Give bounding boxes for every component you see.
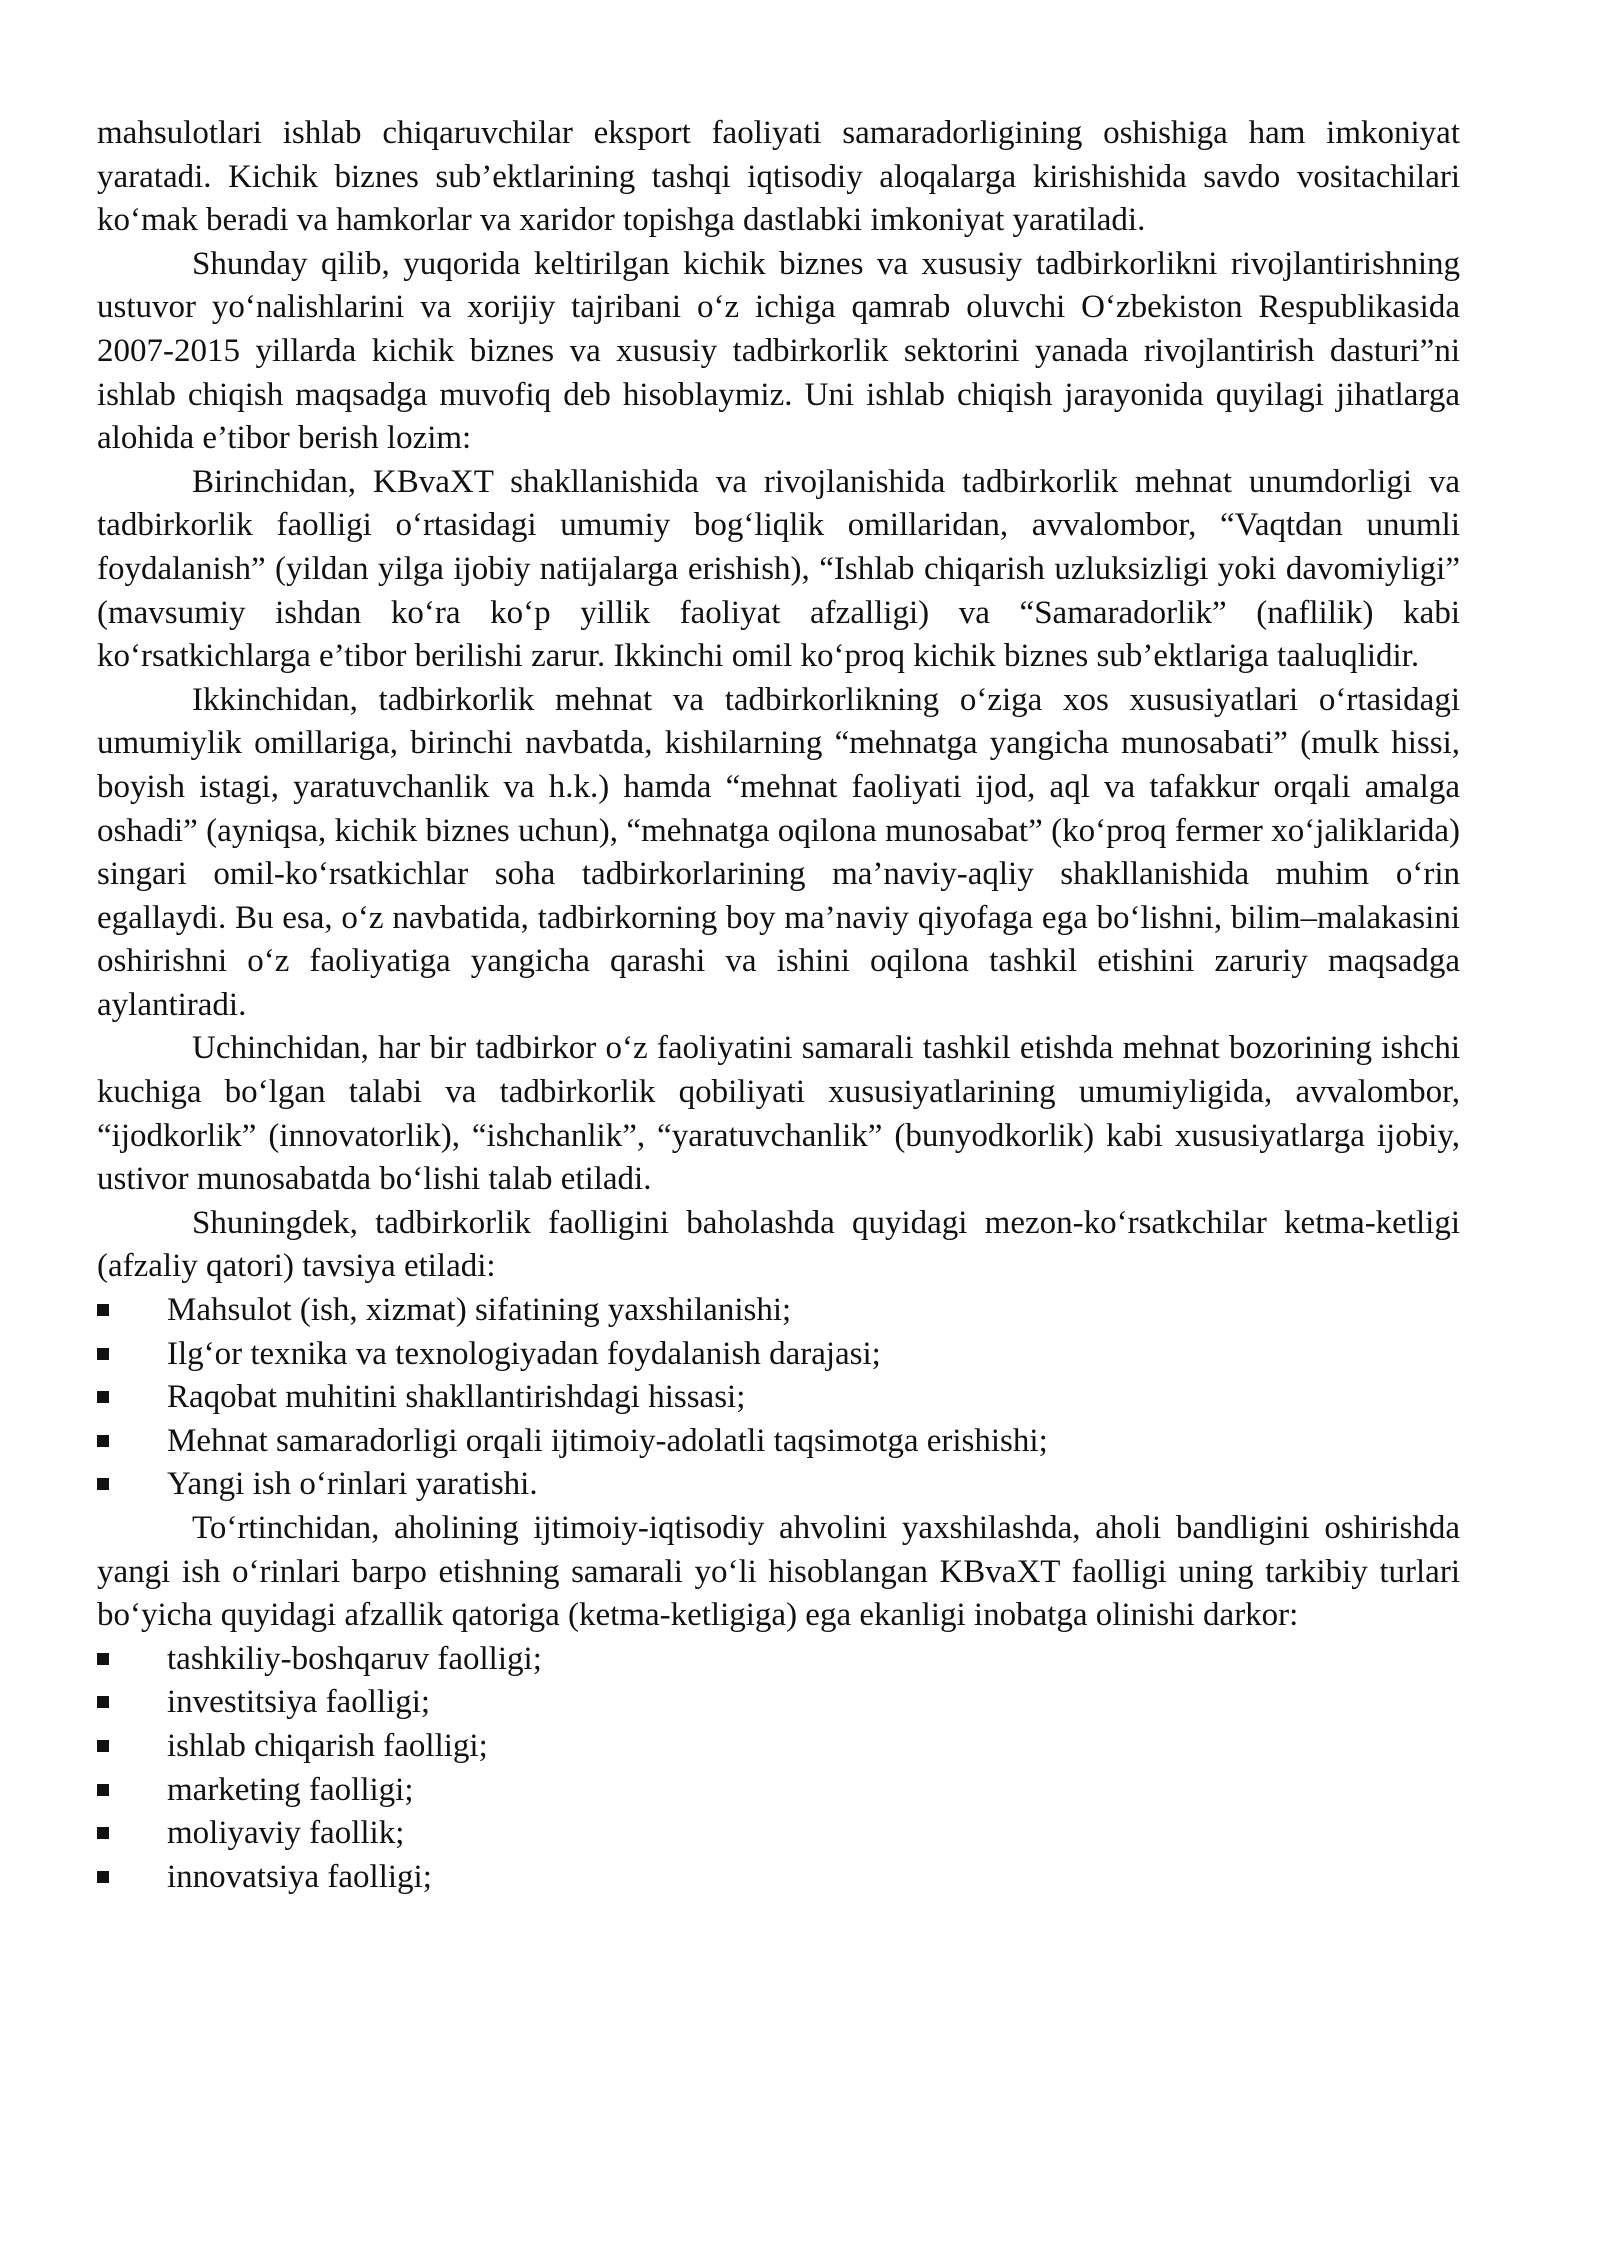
list-item <box>97 1638 1460 1682</box>
list-item-text: Mehnat samaradorligi orqali ijtimoiy-adolatli taqsimotga erishishi; <box>167 1422 1048 1459</box>
square-bullet-icon <box>97 1696 109 1708</box>
list-item-text: ishlab chiqarish faolligi; <box>167 1727 488 1764</box>
square-bullet-icon <box>97 1304 109 1316</box>
list-item-text: Mahsulot (ish, xizmat) sifatining yaxshilanishi; <box>167 1292 792 1329</box>
square-bullet-icon <box>97 1435 109 1447</box>
square-bullet-icon <box>97 1784 109 1796</box>
paragraph-intro: mahsulotlari ishlab chiqaruvchilar eksport faoliyati samaradorligining oshishiga ham imkoniyat yaratadi. Kichik biznes sub’ektlarining tashqi iqtisodiy aloqalarga kirishishida savdo vositachilari ko‘mak beradi va hamkorlar va xaridor topishga dastlabki imkoniyat yaratiladi. <box>97 115 1460 239</box>
square-bullet-icon <box>97 1871 109 1883</box>
document-page <box>97 112 1460 1899</box>
list-item <box>97 1856 1460 1900</box>
square-bullet-icon <box>97 1653 109 1665</box>
list-item <box>97 1681 1460 1725</box>
list-item-text: tashkiliy-boshqaruv faolligi; <box>167 1640 542 1677</box>
list-item-text: moliyaviy faollik; <box>167 1815 405 1852</box>
list-item <box>97 1420 1460 1464</box>
list-item <box>97 1725 1460 1769</box>
list-item-text: Raqobat muhitini shakllantirishdagi hissasi; <box>167 1379 746 1416</box>
list-item <box>97 1812 1460 1856</box>
list-item-text: Ilg‘or texnika va texnologiyadan foydalanish darajasi; <box>167 1335 881 1372</box>
list-item <box>97 1376 1460 1420</box>
list-item-text: innovatsiya faolligi; <box>167 1858 432 1895</box>
list-item <box>97 1769 1460 1813</box>
paragraph-shunday: Shunday qilib, yuqorida keltirilgan kichik biznes va xususiy tadbirkorlikni rivojlantirishning ustuvor yo‘nalishlarini va xorijiy tajribani o‘z ichiga qamrab oluvchi O‘zbekiston Respublikasida 2007-2015 yillarda kichik biznes va xususiy tadbirkorlik sektorini yanada rivojlantirish dasturi”ni ishlab chiqish maqsadga muvofiq deb hisoblaymiz. Uni ishlab chiqish jarayonida quyilagi jihatlarga alohida e’tibor berish lozim: <box>97 245 1460 457</box>
criteria-list <box>97 1289 1460 1507</box>
square-bullet-icon <box>97 1740 109 1752</box>
list-item <box>97 1333 1460 1377</box>
paragraph-shuningdek: Shuningdek, tadbirkorlik faolligini baholashda quyidagi mezon-ko‘rsatkchilar ketma-ketligi (afzaliy qatori) tavsiya etiladi: <box>97 1204 1460 1285</box>
paragraph-uchinchidan: Uchinchidan, har bir tadbirkor o‘z faoliyatini samarali tashkil etishda mehnat bozorining ishchi kuchiga bo‘lgan talabi va tadbirkorlik qobiliyati xususiyatlarining umumiyligida, avvalombor, “ijodkorlik” (innovatorlik), “ishchanlik”, “yaratuvchanlik” (bunyodkorlik) kabi xususiyatlarga ijobiy, ustivor munosabatda bo‘lishi talab etiladi. <box>97 1030 1460 1198</box>
paragraph-ikkinchidan: Ikkinchidan, tadbirkorlik mehnat va tadbirkorlikning o‘ziga xos xususiyatlari o‘rtasidagi umumiylik omillariga, birinchi navbatda, kishilarning “mehnatga yangicha munosabati” (mulk hissi, boyish istagi, yaratuvchanlik va h.k.) hamda “mehnat faoliyati ijod, aql va tafakkur orqali amalga oshadi” (ayniqsa, kichik biznes uchun), “mehnatga oqilona munosabat” (ko‘proq fermer xo‘jaliklarida) singari omil-ko‘rsatkichlar soha tadbirkorlarining ma’naviy-aqliy shakllanishida muhim o‘rin egallaydi. Bu esa, o‘z navbatida, tadbirkorning boy ma’naviy qiyofaga ega bo‘lishni, bilim–malakasini oshirishni o‘z faoliyatiga yangicha qarashi va ishini oqilona tashkil etishini zaruriy maqsadga aylantiradi. <box>97 681 1460 1023</box>
paragraph-tortinchidan: To‘rtinchidan, aholining ijtimoiy-iqtisodiy ahvolini yaxshilashda, aholi bandligini oshirishda yangi ish o‘rinlari barpo etishning samarali yo‘li hisoblangan KBvaXT faolligi uning tarkibiy turlari bo‘yicha quyidagi afzallik qatoriga (ketma-ketligiga) ega ekanligi inobatga olinishi darkor: <box>97 1510 1460 1634</box>
list-item-text: investitsiya faolligi; <box>167 1684 431 1721</box>
list-item-text: marketing faolligi; <box>167 1771 414 1808</box>
paragraph-birinchidan: Birinchidan, KBvaXT shakllanishida va rivojlanishida tadbirkorlik mehnat unumdorligi va tadbirkorlik faolligi o‘rtasidagi umumiy bog‘liqlik omillaridan, avvalombor, “Vaqtdan unumli foydalanish” (yildan yilga ijobiy natijalarga erishish), “Ishlab chiqarish uzluksizligi yoki davomiyligi” (mavsumiy ishdan ko‘ra ko‘p yillik faoliyat afzalligi) va “Samaradorlik” (naflilik) kabi ko‘rsatkichlarga e’tibor berilishi zarur. Ikkinchi omil ko‘proq kichik biznes sub’ektlariga taaluqlidir. <box>97 463 1460 675</box>
list-item-text: Yangi ish o‘rinlari yaratishi. <box>167 1466 538 1503</box>
activity-types-list <box>97 1638 1460 1900</box>
square-bullet-icon <box>97 1348 109 1360</box>
list-item <box>97 1463 1460 1507</box>
square-bullet-icon <box>97 1478 109 1490</box>
list-item <box>97 1289 1460 1333</box>
square-bullet-icon <box>97 1391 109 1403</box>
square-bullet-icon <box>97 1827 109 1839</box>
